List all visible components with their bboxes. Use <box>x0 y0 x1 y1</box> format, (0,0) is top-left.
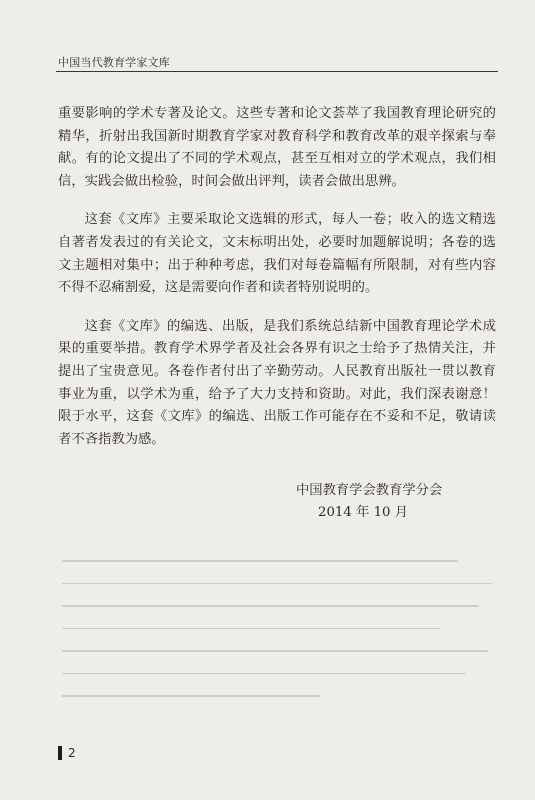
page-folio <box>58 746 76 760</box>
show-through-texture <box>62 560 492 730</box>
page-number: 2 <box>68 746 76 760</box>
paragraph-1: 重要影响的学术专著及论文。这些专著和论文荟萃了我国教育理论研究的精华，折射出我国新时期教育学家对教育科学和教育改革的艰辛探索与奉献。有的论文提出了不同的学术观点，甚至互相对立的学术观点，我们相信，实践会做出检验，时间会做出评判，读者会做出思辨。 <box>58 106 496 189</box>
signature-block <box>296 480 471 524</box>
signature-organization: 中国教育学会教育学分会 <box>296 483 443 498</box>
folio-bar-mark <box>58 746 62 760</box>
body-text <box>58 103 496 467</box>
header-rule <box>56 71 498 72</box>
signature-date: 2014 年 10 月 <box>318 505 409 520</box>
running-header: 中国当代教育学家文库 <box>58 56 170 69</box>
paragraph-3: 这套《文库》的编选、出版，是我们系统总结新中国教育理论学术成果的重要举措。教育学术界学者及社会各界有识之士给予了热情关注，并提出了宝贵意见。各卷作者付出了辛勤劳动。人民教育出版社一贯以教育事业为重，以学术为重，给予了大力支持和资助。对此，我们深表谢意！限于水平，这套《文库》的编选、出版工作可能存在不妥和不足，敬请读者不吝指教为感。 <box>58 318 496 447</box>
paragraph-2: 这套《文库》主要采取论文选辑的形式，每人一卷；收入的选文精选自著者发表过的有关论文，文末标明出处，必要时加题解说明；各卷的选文主题相对集中；出于种种考虑，我们对每卷篇幅有所限制，对有些内容不得不忍痛割爱，这是需要向作者和读者特别说明的。 <box>58 212 496 296</box>
